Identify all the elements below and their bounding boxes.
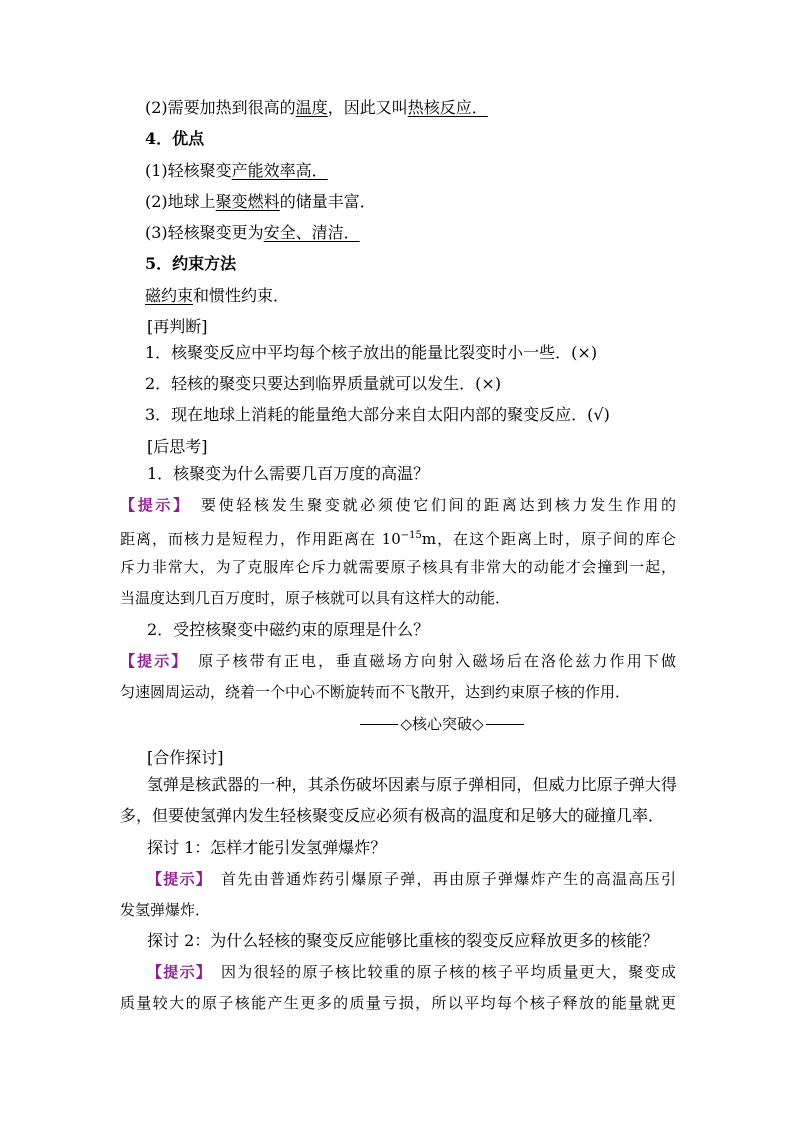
- hint-2-line-2: 匀速圆周运动，绕着一个中心不断旋转而不飞散开，达到约束原子核的作用．: [120, 683, 631, 701]
- text: (1)轻核聚变: [145, 161, 232, 180]
- discussion-2-hint-line-1: [147, 962, 676, 982]
- rejudge-item-2: 2．轻核的聚变只要达到临界质量就可以发生．(×): [145, 374, 502, 393]
- text: (2)地球上: [145, 192, 216, 211]
- fusion-condition-2: [145, 98, 488, 118]
- question-1: 1．核聚变为什么需要几百万度的高温？: [147, 464, 430, 483]
- exponent: −15: [400, 530, 422, 541]
- text: 的储量丰富．: [279, 192, 376, 211]
- text: 距离，而核力是短程力，作用距离在 10: [120, 530, 401, 548]
- discussion-2: 探讨 2：为什么轻核的聚变反应能够比重核的裂变反应释放更多的核能？: [147, 931, 659, 950]
- hint-2-line-1: [120, 651, 676, 671]
- afterthought-title: [后思考]: [147, 437, 208, 456]
- hint-tag: 【提示】: [147, 963, 205, 981]
- answer-blank: 磁约束: [145, 286, 194, 305]
- answer-blank: 聚变燃料: [215, 192, 280, 211]
- rejudge-title: [再判断]: [147, 317, 208, 336]
- text: 首先由普通炸药引爆原子弹，再由原子弹爆炸产生的高温高压引: [204, 870, 676, 888]
- text: ，因此又叫: [327, 98, 408, 117]
- discussion-1: 探讨 1：怎样才能引发氢弹爆炸？: [147, 838, 387, 857]
- divider-line-left: [360, 724, 398, 725]
- hint-tag: 【提示】: [120, 496, 184, 514]
- advantage-3: [145, 223, 360, 243]
- answer-blank: 温度: [295, 98, 328, 117]
- answer-blank: 产能效率高．: [231, 161, 328, 180]
- answer-blank: 安全、清洁．: [263, 223, 360, 242]
- text: 要使轻核发生聚变就必须使它们间的距离达到核力发生作用的: [183, 496, 676, 514]
- text: 原子核带有正电，垂直磁场方向射入磁场后在洛伦兹力作用下做: [181, 652, 676, 670]
- discussion-1-hint-line-1: [147, 869, 676, 889]
- heading-advantages: 4．优点: [145, 129, 205, 148]
- hint-tag: 【提示】: [120, 652, 182, 670]
- hint-1-line-2: [120, 526, 676, 549]
- question-2: 2．受控核聚变中磁约束的原理是什么？: [147, 620, 430, 639]
- heading-confinement: 5．约束方法: [145, 254, 237, 273]
- intro-line-1: 氢弹是核武器的一种，其杀伤破坏因素与原子弹相同，但威力比原子弹大得: [147, 775, 677, 794]
- section-title: ◇核心突破◇: [400, 715, 484, 733]
- section-divider: [360, 714, 524, 734]
- rejudge-item-3: 3．现在地球上消耗的能量绝大部分来自太阳内部的聚变反应．(√): [145, 405, 610, 424]
- text: (3)轻核聚变更为: [145, 223, 264, 242]
- text: (2)需要加热到很高的: [145, 98, 296, 117]
- cooperative-title: [合作探讨]: [147, 748, 224, 767]
- divider-line-right: [486, 724, 524, 725]
- answer-blank: 热核反应．: [407, 98, 488, 117]
- advantage-1: [145, 161, 328, 181]
- text: 因为很轻的原子核比较重的原子核的核子平均质量更大，聚变成: [204, 963, 676, 981]
- hint-1-line-4: 当温度达到几百万度时，原子核就可以具有这样大的动能．: [120, 589, 511, 607]
- text: m，在这个距离上时，原子间的库仑: [421, 530, 676, 548]
- hint-1-line-1: [120, 495, 676, 515]
- rejudge-item-1: 1．核聚变反应中平均每个核子放出的能量比裂变时小一些．(×): [145, 343, 598, 362]
- text: 和惯性约束．: [193, 286, 290, 305]
- hint-1-line-3: 斥力非常大，为了克服库仑斥力就需要原子核具有非常大的动能才会撞到一起，: [120, 558, 676, 576]
- discussion-1-hint-line-2: 发氢弹爆炸．: [120, 901, 211, 919]
- hint-tag: 【提示】: [147, 870, 205, 888]
- advantage-2: [145, 192, 376, 212]
- confinement-methods: [145, 286, 289, 306]
- discussion-2-hint-line-2: 质量较大的原子核能产生更多的质量亏损，所以平均每个核子释放的能量就更: [120, 994, 676, 1012]
- intro-line-2: 多，但要使氢弹内发生轻核聚变反应必须有极高的温度和足够大的碰撞几率．: [120, 806, 665, 825]
